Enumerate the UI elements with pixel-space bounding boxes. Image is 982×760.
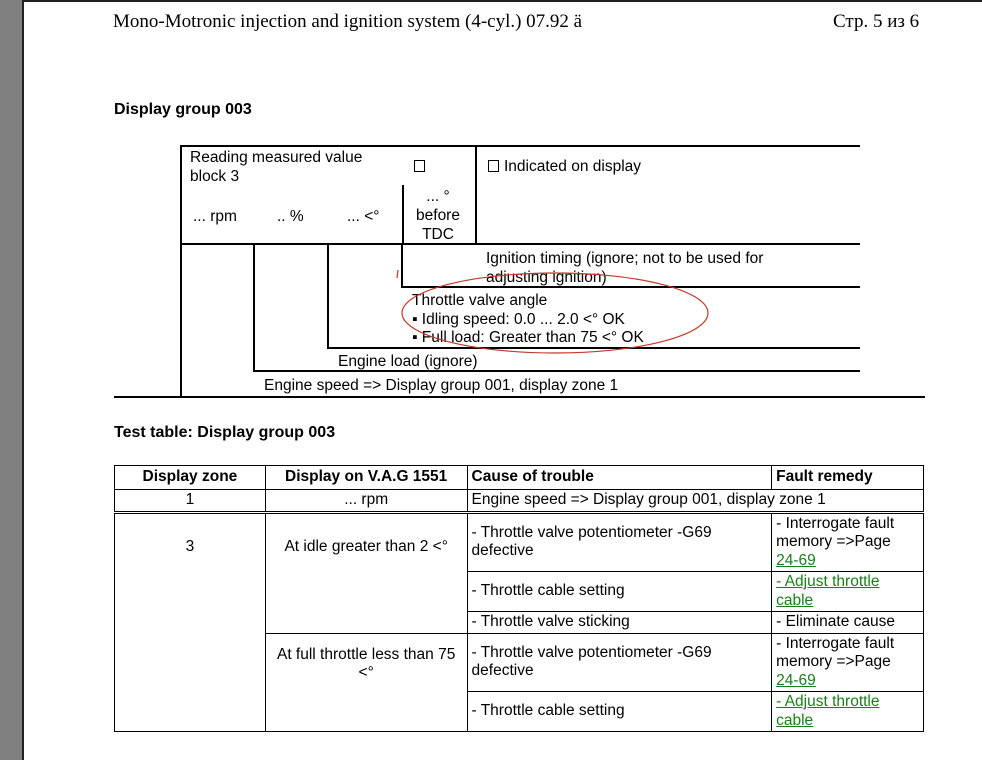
throttle-full: ▪ Full load: Greater than 75 <° OK (412, 329, 644, 346)
throttle-title: Throttle valve angle (412, 292, 548, 309)
diagram-line (180, 145, 182, 397)
unit-rpm: ... rpm (193, 208, 237, 225)
test-table-heading: Test table: Display group 003 (114, 424, 336, 441)
page-link[interactable]: 24-69 (776, 551, 816, 569)
cause-cell: - Throttle valve sticking (467, 612, 772, 634)
diagram-line (327, 245, 329, 348)
display-cell: At idle greater than 2 <° (265, 512, 467, 633)
cause-cell: - Throttle valve potentiometer -G69 defective (467, 633, 772, 692)
adjust-throttle-link[interactable]: - Adjust throttle cable (776, 693, 880, 729)
diagram-line (114, 396, 925, 398)
cause-cell: - Throttle valve potentiometer -G69 defective (467, 512, 772, 572)
page-border-top (22, 0, 982, 2)
indicated-label: Indicated on display (504, 158, 642, 175)
remedy-text: - Interrogate fault memory =>Page (776, 634, 895, 670)
table-header-row (115, 466, 924, 490)
remedy-cell (772, 572, 924, 612)
zone-cell: 3 (115, 512, 266, 732)
diagram-line (402, 185, 404, 245)
cause-cell: Engine speed => Display group 001, display zone 1 (467, 490, 923, 513)
page-link[interactable]: 24-69 (776, 671, 816, 689)
column-header: Fault remedy (772, 466, 924, 490)
zone-cell: 1 (115, 490, 266, 513)
column-header: Display zone (115, 466, 266, 490)
diagram-line (253, 245, 255, 371)
diagram-line (476, 243, 860, 245)
diagram-line (475, 145, 477, 245)
checkbox-icon (488, 160, 499, 172)
remedy-cell (772, 633, 924, 692)
diagram-line (475, 145, 860, 147)
diagram-line (180, 145, 475, 147)
display-cell: At full throttle less than 75 <° (265, 633, 467, 732)
engine-speed-annotation: Engine speed => Display group 001, display zone 1 (264, 377, 619, 394)
test-table (114, 465, 924, 732)
engine-load-annotation: Engine load (ignore) (338, 353, 478, 370)
page-indicator: Стр. 5 из 6 (833, 11, 920, 32)
cause-cell: - Throttle cable setting (467, 692, 772, 732)
unit-angle: ... <° (347, 208, 380, 225)
adjust-throttle-link[interactable]: - Adjust throttle cable (776, 573, 880, 609)
remedy-text: - Interrogate fault memory =>Page (776, 514, 895, 550)
column-header: Cause of trouble (467, 466, 772, 490)
unit-percent: .. % (277, 208, 304, 225)
column-header: Display on V.A.G 1551 (265, 466, 467, 490)
remedy-cell: - Eliminate cause (772, 612, 924, 634)
display-cell: ... rpm (265, 490, 467, 513)
ignition-annotation: Ignition timing (ignore; not to be used for adjusting ignition) (486, 250, 764, 286)
remedy-cell (772, 692, 924, 732)
page-border-left (22, 0, 24, 760)
highlight-ellipse (395, 262, 715, 357)
indicated-row (488, 157, 641, 176)
cause-cell: - Throttle cable setting (467, 572, 772, 612)
display-group-heading: Display group 003 (114, 101, 252, 118)
unit-before-tdc: ... ° before TDC (416, 188, 460, 243)
reading-label: Reading measured value block 3 (190, 149, 363, 185)
document-title: Mono-Motronic injection and ignition system (4-cyl.) 07.92 ä (113, 11, 583, 32)
table-row (115, 512, 924, 572)
throttle-idle: ▪ Idling speed: 0.0 ... 2.0 <° OK (412, 311, 625, 328)
remedy-cell (772, 512, 924, 572)
table-row (115, 490, 924, 513)
checkbox-icon (414, 157, 430, 176)
